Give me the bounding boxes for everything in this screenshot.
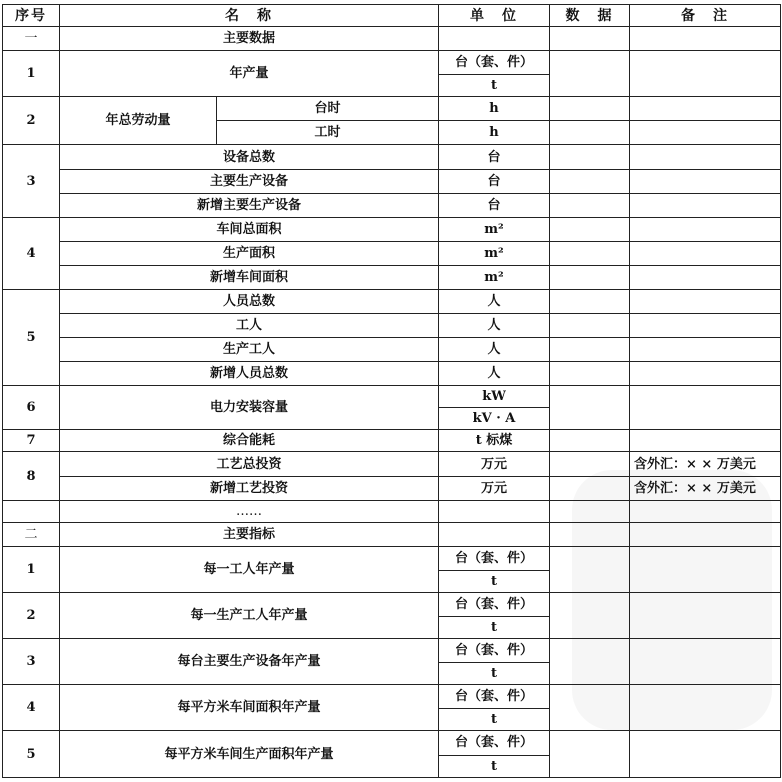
row-name: 电力安装容量 bbox=[60, 386, 439, 430]
row-name: 设备总数 bbox=[60, 145, 439, 169]
row-seq: 4 bbox=[3, 685, 60, 731]
row-name: 年总劳动量 bbox=[60, 97, 217, 145]
row-name: 新增人员总数 bbox=[60, 362, 439, 386]
row-unit: t bbox=[439, 617, 550, 639]
row-name: 新增车间面积 bbox=[60, 265, 439, 289]
row-unit: 人 bbox=[439, 362, 550, 386]
row-unit: t bbox=[439, 663, 550, 685]
row-seq: 3 bbox=[3, 639, 60, 685]
row-unit: kV · A bbox=[439, 408, 550, 430]
row-name: 每台主要生产设备年产量 bbox=[60, 639, 439, 685]
row-seq: 8 bbox=[3, 452, 60, 500]
row-unit: 台 bbox=[439, 193, 550, 217]
table-row bbox=[3, 476, 781, 500]
section-row bbox=[3, 522, 781, 546]
row-unit: t bbox=[439, 570, 550, 592]
section-seq: 二 bbox=[3, 522, 60, 546]
header-data: 数 据 bbox=[550, 5, 630, 27]
row-name: 年产量 bbox=[60, 51, 439, 97]
row-seq: 4 bbox=[3, 217, 60, 289]
row-name: 每平方米车间生产面积年产量 bbox=[60, 731, 439, 778]
table-row bbox=[3, 639, 781, 663]
row-remark: 含外汇：× × 万美元 bbox=[630, 452, 781, 476]
row-unit: t 标煤 bbox=[439, 430, 550, 452]
table-row bbox=[3, 731, 781, 755]
row-unit: 人 bbox=[439, 314, 550, 338]
row-unit: 万元 bbox=[439, 452, 550, 476]
row-seq: 2 bbox=[3, 592, 60, 638]
row-name: 车间总面积 bbox=[60, 217, 439, 241]
row-name: 新增工艺投资 bbox=[60, 476, 439, 500]
table-row bbox=[3, 452, 781, 476]
row-unit: 台（套、件） bbox=[439, 546, 550, 570]
row-unit: t bbox=[439, 755, 550, 778]
table-row bbox=[3, 592, 781, 616]
row-unit: 台（套、件） bbox=[439, 639, 550, 663]
table-row bbox=[3, 362, 781, 386]
row-unit: m² bbox=[439, 265, 550, 289]
header-unit: 单 位 bbox=[439, 5, 550, 27]
row-unit: 万元 bbox=[439, 476, 550, 500]
table-row bbox=[3, 314, 781, 338]
table-row bbox=[3, 289, 781, 313]
table-row bbox=[3, 145, 781, 169]
table-row bbox=[3, 241, 781, 265]
row-unit: m² bbox=[439, 217, 550, 241]
row-seq: 1 bbox=[3, 51, 60, 97]
row-unit: 台（套、件） bbox=[439, 685, 550, 709]
row-unit: 台 bbox=[439, 145, 550, 169]
header-remark: 备 注 bbox=[630, 5, 781, 27]
row-unit: kW bbox=[439, 386, 550, 408]
table-row bbox=[3, 193, 781, 217]
row-unit: 台 bbox=[439, 169, 550, 193]
data-table bbox=[2, 4, 781, 778]
section-title: 主要指标 bbox=[60, 522, 439, 546]
row-name: 主要生产设备 bbox=[60, 169, 439, 193]
row-seq: 5 bbox=[3, 731, 60, 778]
table-row bbox=[3, 217, 781, 241]
row-seq: 2 bbox=[3, 97, 60, 145]
row-name: 新增主要生产设备 bbox=[60, 193, 439, 217]
table-row bbox=[3, 169, 781, 193]
table-row bbox=[3, 500, 781, 522]
row-unit: t bbox=[439, 709, 550, 731]
header-seq: 序号 bbox=[3, 5, 60, 27]
table-row bbox=[3, 97, 781, 121]
row-seq: 5 bbox=[3, 289, 60, 385]
row-subname: 台时 bbox=[217, 97, 439, 121]
row-name: 每一工人年产量 bbox=[60, 546, 439, 592]
row-unit: 台（套、件） bbox=[439, 731, 550, 755]
row-remark: 含外汇：× × 万美元 bbox=[630, 476, 781, 500]
table-row bbox=[3, 386, 781, 408]
table-row bbox=[3, 430, 781, 452]
row-unit: h bbox=[439, 97, 550, 121]
row-unit: 台（套、件） bbox=[439, 592, 550, 616]
ellipsis: …… bbox=[60, 500, 439, 522]
header-name: 名 称 bbox=[60, 5, 439, 27]
row-name: 综合能耗 bbox=[60, 430, 439, 452]
row-name: 人员总数 bbox=[60, 289, 439, 313]
section-row bbox=[3, 27, 781, 51]
row-seq: 7 bbox=[3, 430, 60, 452]
row-unit: 台（套、件） bbox=[439, 51, 550, 75]
row-seq: 6 bbox=[3, 386, 60, 430]
row-seq: 3 bbox=[3, 145, 60, 217]
section-title: 主要数据 bbox=[60, 27, 439, 51]
table-row bbox=[3, 51, 781, 75]
row-unit: h bbox=[439, 121, 550, 145]
table-row bbox=[3, 685, 781, 709]
row-name: 生产面积 bbox=[60, 241, 439, 265]
row-name: 工艺总投资 bbox=[60, 452, 439, 476]
row-unit: 人 bbox=[439, 338, 550, 362]
table-row bbox=[3, 338, 781, 362]
row-unit: m² bbox=[439, 241, 550, 265]
table-row bbox=[3, 265, 781, 289]
header-row bbox=[3, 5, 781, 27]
section-seq: 一 bbox=[3, 27, 60, 51]
row-name: 每平方米车间面积年产量 bbox=[60, 685, 439, 731]
row-seq: 1 bbox=[3, 546, 60, 592]
row-name: 工人 bbox=[60, 314, 439, 338]
row-unit: 人 bbox=[439, 289, 550, 313]
table-row bbox=[3, 546, 781, 570]
row-subname: 工时 bbox=[217, 121, 439, 145]
row-name: 每一生产工人年产量 bbox=[60, 592, 439, 638]
row-name: 生产工人 bbox=[60, 338, 439, 362]
row-unit: t bbox=[439, 75, 550, 97]
